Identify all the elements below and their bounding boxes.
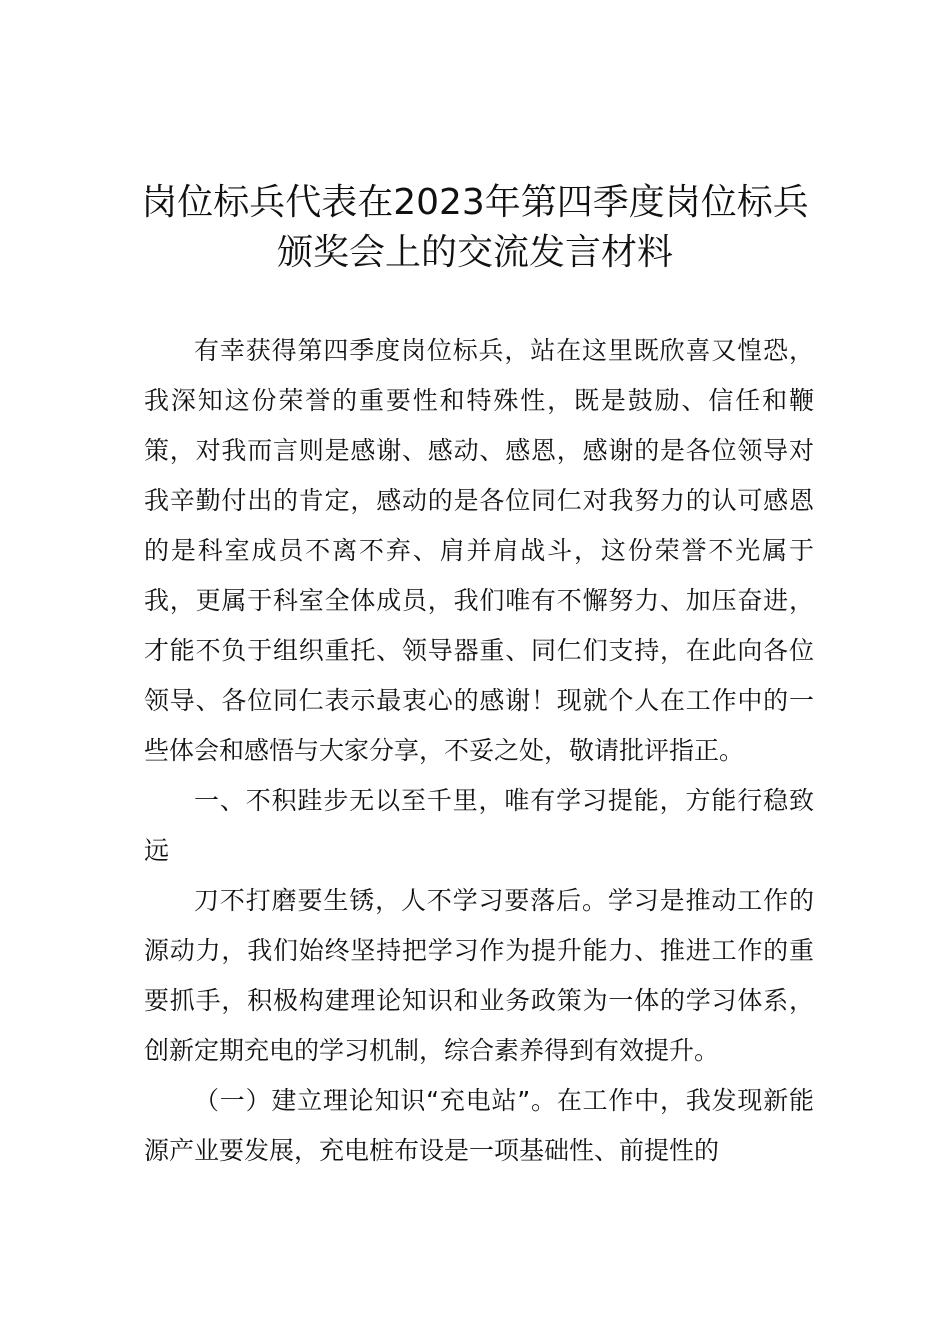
title-line-2: 颁奖会上的交流发言材料 — [276, 232, 673, 273]
section-heading-1: 一、不积跬步无以至千里，唯有学习提能，方能行稳致远 — [144, 786, 814, 865]
paragraph-subsection-1: （一）建立理论知识“充电站”。在工作中，我发现新能源产业要发展，充电桩布设是一项基础性、前提性的 — [144, 1086, 814, 1165]
title-line-1: 岗位标兵代表在2023年第四季度岗位标兵 — [141, 182, 809, 223]
paragraph-section-1: 刀不打磨要生锈，人不学习要落后。学习是推动工作的源动力，我们始终坚持把学习作为提升能力、推进工作的重要抓手，积极构建理论知识和业务政策为一体的学习体系，创新定期充电的学习机制，综合素养得到有效提升。 — [144, 886, 814, 1065]
document-body — [144, 326, 814, 1176]
document-title — [100, 178, 850, 278]
paragraph-intro: 有幸获得第四季度岗位标兵，站在这里既欣喜又惶恐，我深知这份荣誉的重要性和特殊性，既是鼓励、信任和鞭策，对我而言则是感谢、感动、感恩，感谢的是各位领导对我辛勤付出的肯定，感动的是各位同仁对我努力的认可感恩的是科室成员不离不弃、肩并肩战斗，这份荣誉不光属于我，更属于科室全体成员，我们唯有不懈努力、加压奋进，才能不负于组织重托、领导器重、同仁们支持，在此向各位领导、各位同仁表示最衷心的感谢！现就个人在工作中的一些体会和感悟与大家分享，不妥之处，敬请批评指正。 — [144, 336, 814, 765]
